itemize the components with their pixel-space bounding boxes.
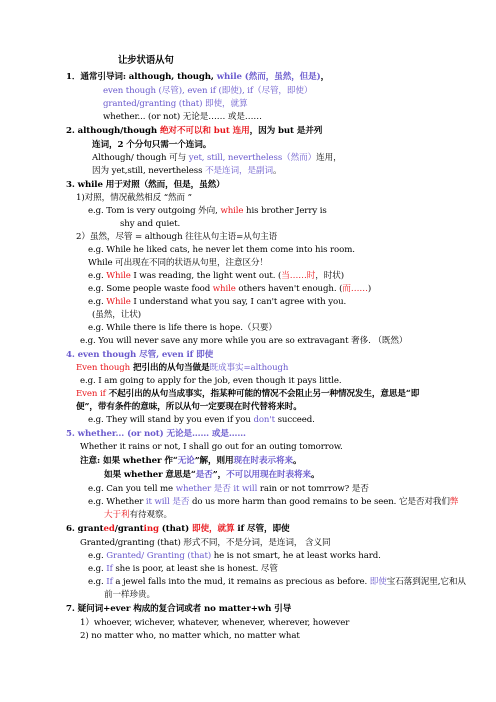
s3-sub-1: 1)对照，情况截然相反 “然而 ”	[76, 193, 192, 203]
s3-e3a: e.g.	[88, 271, 107, 281]
s6-line-2	[88, 551, 381, 562]
s2-l3c: 连用，	[316, 153, 342, 163]
s2-line-4	[92, 166, 282, 177]
s6-line-5: 前一样珍贵。	[104, 590, 155, 600]
s6-head-f: 即使，就算	[191, 524, 235, 534]
s5-l2b: 无论	[177, 456, 195, 466]
section-6-heading	[66, 524, 289, 535]
s3-sub-2: 2）虽然，尽管 = although 往往从句主语=从句主语	[76, 232, 278, 242]
s6-l3c: she is poor, at least she is honest. 尽管	[112, 564, 278, 574]
s4-line-4	[76, 402, 302, 413]
s5-l2d: 现在时表示将来	[233, 456, 293, 466]
section-1-heading	[66, 72, 329, 83]
s4-l1a: Even though	[76, 363, 131, 373]
s1-head-a: 1．通常引导词: although, though,	[66, 72, 217, 82]
s5-line-5	[88, 497, 458, 508]
s3-e3b: While	[106, 271, 131, 281]
s4-l5a: e.g. They will stand by you even if you	[88, 415, 254, 425]
s4-l1c: 既成事实=although	[209, 363, 289, 373]
s3-example-1	[88, 206, 327, 217]
s6-head-d: ing	[143, 524, 159, 534]
section-3-heading: 3. while 用于对照（然而，但是，虽然）	[66, 180, 225, 190]
s5-l5a: e.g. Whether	[88, 497, 146, 507]
s6-l4d: 即使	[369, 577, 387, 587]
s6-l2c: he is not smart, he at least works hard.	[211, 551, 381, 561]
s3-e4b: while	[212, 284, 236, 294]
s2-l3a: Although/ though 可与	[92, 153, 189, 163]
s4-l5b: don't	[253, 415, 275, 425]
s5-line-2	[80, 456, 301, 467]
s2-l4c: 。	[273, 166, 282, 176]
section-7-heading: 7. 疑问词+ever 构成的复合词或者 no matter+wh 引导	[66, 604, 292, 614]
s3-e4d: 而……	[342, 284, 368, 294]
s5-l6: 大于利	[104, 510, 130, 520]
s2-b: 绝对不可以和 but 连用	[159, 126, 250, 136]
s2-a: 2. although/though	[66, 126, 160, 136]
s4-l3a: Even if	[76, 389, 106, 399]
s5-l5b: it will 是否	[145, 497, 190, 507]
s5-line-4	[88, 484, 369, 495]
s4-l5c: succeed.	[274, 415, 315, 425]
s3-example-6: e.g. While there is life there is hope.（只要）	[88, 323, 277, 333]
s4-line-5	[88, 415, 315, 426]
s3-e1a: e.g. Tom is very outgoing 外向,	[88, 206, 221, 216]
s4-l4: 便”，带有条件的意味，所以从句一定要现在时代替将来时。	[76, 402, 302, 412]
s6-line-1: Granted/granting (that) 形式不同，不是分词，是连词， 含义同	[80, 538, 331, 548]
s6-line-4	[88, 577, 466, 588]
s5-l3e: 。	[311, 470, 320, 480]
s3-e1b: while	[220, 206, 244, 216]
s6-l3a: e.g.	[88, 564, 107, 574]
s4-line-3	[76, 389, 419, 400]
s1-line-2: even though (尽管), even if (即使), if（尽管，即使）	[103, 86, 313, 96]
s6-l4e: 宝石落到泥里,它和从	[386, 577, 466, 587]
s2-l3b: yet, still, nevertheless（然而）	[188, 153, 317, 163]
s3-example-3	[88, 271, 344, 282]
s3-e5c: I understand what you say, I can't agree with you.	[130, 297, 347, 307]
s4-l1b: 把引出的从句当做是	[130, 363, 210, 373]
s3-example-4	[88, 284, 371, 295]
s6-line-3	[88, 564, 278, 575]
s2-l4b: 不是连词，是副词	[205, 166, 274, 176]
s6-l4b: If	[106, 577, 113, 587]
s5-l3a: 如果 whether 意思是“	[104, 470, 196, 480]
section-5-heading: 5. whether... (or not) 无论是…… 或是……	[66, 429, 246, 439]
s6-head-b: ed	[103, 524, 115, 534]
s1-line-4: whether... (or not) 无论是…… 或是……	[103, 112, 262, 122]
s4-line-2: e.g. I am going to apply for the job, even though it pays little.	[80, 376, 342, 386]
s2-c: ，因为 but 是并列	[249, 126, 323, 136]
s3-e4a: e.g. Some people waste food	[88, 284, 213, 294]
s1-head-c: ，	[320, 72, 330, 82]
s3-e4c: others haven't enough. (	[235, 284, 343, 294]
s5-l6b: 有待观察。	[129, 510, 172, 520]
s5-l2a: 注意: 如果 whether 作“	[80, 456, 178, 466]
s3-e3d: 当……时	[281, 271, 316, 281]
s5-l4c: rain or not tomrrow? 是否	[257, 484, 369, 494]
s5-line-6	[104, 510, 172, 521]
s3-e4e: )	[367, 284, 372, 294]
s3-e3e: ，时状)	[315, 271, 344, 281]
s6-head-a: 6. grant	[66, 524, 104, 534]
s2-line-2: 连词，2 个分句只需一个连词。	[92, 140, 212, 150]
s3-note: While 可出现在不同的状语从句里，注意区分！	[88, 258, 268, 268]
s3-e3c: I was reading, the light went out. (	[130, 271, 282, 281]
s6-head-g: if 尽管，即使	[234, 524, 290, 534]
s3-example-7: e.g. You will never save any more while you are so extravagant 奢侈. （既然）	[80, 336, 408, 346]
s4-line-1	[76, 363, 288, 374]
s5-l3c: ”，	[212, 470, 227, 480]
s5-l4a: e.g. Can you tell me	[88, 484, 176, 494]
section-2-heading	[66, 126, 322, 137]
s5-l2c: ”解，则用	[194, 456, 234, 466]
s5-l3b: 是否	[195, 470, 213, 480]
s6-l3b: If	[106, 564, 113, 574]
s3-example-5-note: (虽然，让状)	[92, 310, 141, 320]
s5-line-3	[104, 470, 320, 481]
s3-example-1-cont: shy and quiet.	[120, 219, 181, 229]
s1-line-3: granted/granting (that) 即使，就算	[103, 99, 248, 109]
s6-head-c: /grant	[114, 524, 144, 534]
s6-l4a: e.g.	[88, 577, 107, 587]
s7-line-2: 2) no matter who, no matter which, no matter what	[80, 631, 300, 641]
s7-line-1: 1）whoever, wichever, whatever, whenever, wherever, however	[80, 618, 350, 628]
s6-head-e: (that)	[158, 524, 192, 534]
s1-head-b: while (然而，虽然，但是)	[216, 72, 321, 82]
s5-l5d: 弊	[449, 497, 459, 507]
s5-l2e: 。	[292, 456, 302, 466]
s2-line-3	[92, 153, 342, 164]
s3-e5b: While	[106, 297, 131, 307]
s3-e1c: his brother Jerry is	[243, 206, 327, 216]
s6-l2a: e.g.	[88, 551, 107, 561]
s6-l2b: Granted/ Granting (that)	[106, 551, 212, 561]
s5-line-1: Whether it rains or not, I shall go out for an outing tomorrow.	[80, 442, 343, 452]
s5-l4b: whether 是否 it will	[175, 484, 258, 494]
s6-l4c: a jewel falls into the mud, it remains as precious as before.	[112, 577, 370, 587]
s2-l4a: 因为 yet,still, nevertheless	[92, 166, 206, 176]
s3-example-5	[88, 297, 346, 308]
s5-l5c: do us more harm than good remains to be seen. 它是否对我们	[189, 497, 450, 507]
s3-example-2: e.g. While he liked cats, he never let them come into his room.	[88, 245, 355, 255]
doc-title: 让步状语从句	[118, 55, 174, 66]
section-4-heading: 4. even though 尽管, even if 即使	[66, 350, 214, 360]
s5-l3d: 不可以用现在时表将来	[226, 470, 312, 480]
s3-e5a: e.g.	[88, 297, 107, 307]
s4-l3b: 不起引出的从句当成事实，指某种可能的情况不会阻止另一种情况发生，意思是“即	[105, 389, 420, 399]
